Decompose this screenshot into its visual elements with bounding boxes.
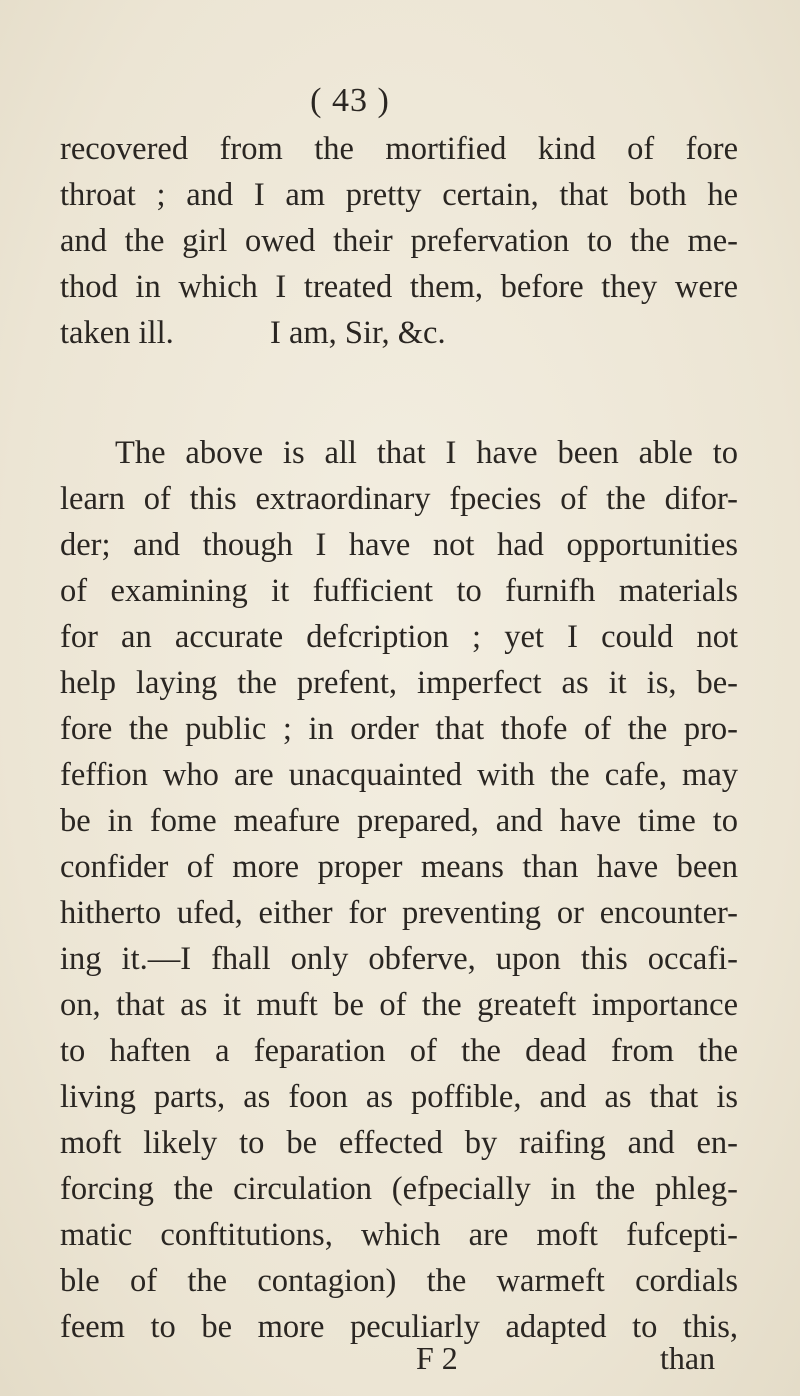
text-line: living parts, as foon as poffible, and as that is: [60, 1079, 738, 1115]
text-line: for an accurate defcription ; yet I could not: [60, 619, 738, 655]
text-line: taken ill.: [60, 315, 174, 351]
text-line: fore the public ; in order that thofe of the pro-: [60, 711, 738, 747]
text-line: feffion who are unacquainted with the cafe, may: [60, 757, 738, 793]
text-line: and the girl owed their prefervation to the me-: [60, 223, 738, 259]
text-line: matic conftitutions, which are moft fufcepti-: [60, 1217, 738, 1253]
text-line: be in fome meafure prepared, and have time to: [60, 803, 738, 839]
text-line: of examining it fufficient to furnifh materials: [60, 573, 738, 609]
text-line: forcing the circulation (efpecially in the phleg-: [60, 1171, 738, 1207]
text-line: der; and though I have not had opportunities: [60, 527, 738, 563]
text-line: thod in which I treated them, before they were: [60, 269, 738, 305]
closing-salutation: I am, Sir, &c.: [270, 315, 446, 351]
signature-mark: F 2: [416, 1340, 458, 1376]
text-line: hitherto ufed, either for preventing or encounter-: [60, 895, 738, 931]
page-number: ( 43 ): [310, 82, 390, 119]
text-line: to haften a feparation of the dead from the: [60, 1033, 738, 1069]
text-line: feem to be more peculiarly adapted to this,: [60, 1309, 738, 1345]
text-line: The above is all that I have been able to: [115, 435, 738, 471]
text-line: confider of more proper means than have been: [60, 849, 738, 885]
text-line: moft likely to be effected by raifing and en-: [60, 1125, 738, 1161]
text-line: help laying the prefent, imperfect as it is, be-: [60, 665, 738, 701]
text-line: recovered from the mortified kind of fore: [60, 131, 738, 167]
catchword: than: [660, 1340, 716, 1376]
text-line: learn of this extraordinary fpecies of the difor-: [60, 481, 738, 517]
text-line: throat ; and I am pretty certain, that both he: [60, 177, 738, 213]
text-line: ble of the contagion) the warmeft cordials: [60, 1263, 738, 1299]
text-line: ing it.—I fhall only obferve, upon this occafi-: [60, 941, 738, 977]
text-line: on, that as it muft be of the greateft importance: [60, 987, 738, 1023]
